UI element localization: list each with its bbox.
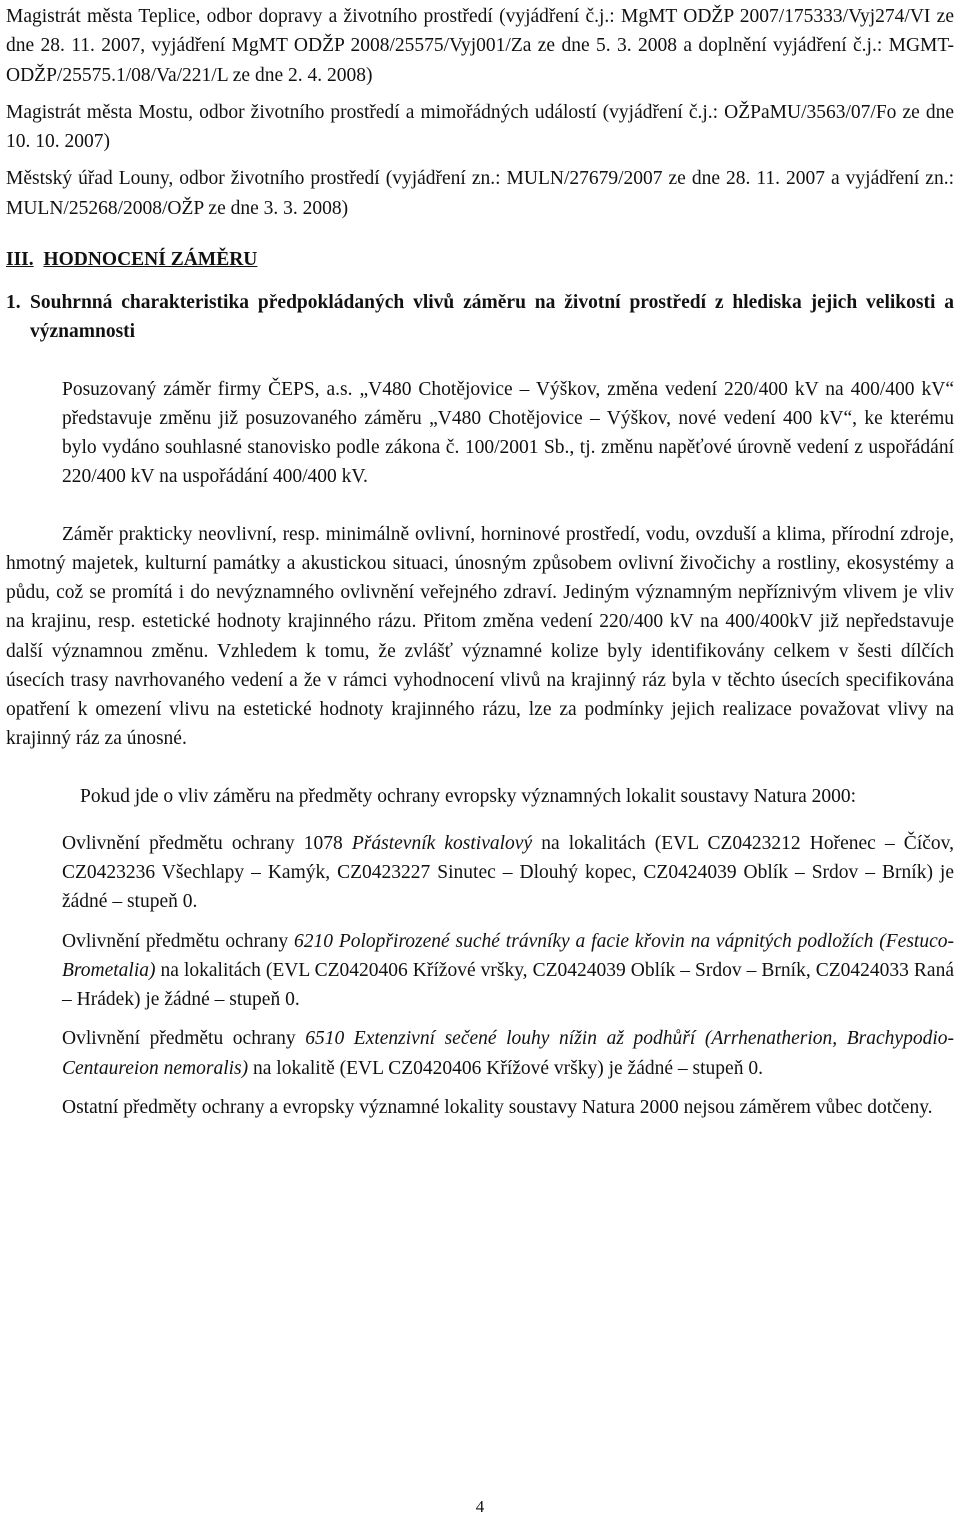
natura-item: Ostatní předměty ochrany a evropsky významné lokality soustavy Natura 2000 nejsou záměrem vůbec dotčeny. — [62, 1096, 933, 1118]
authority-teplice: Magistrát města Teplice, odbor dopravy a životního prostředí (vyjádření č.j.: MgMT ODŽP 2007/175333/Vyj274/VI ze dne 28. 11. 2007, vyjádření MgMT ODŽP 2008/25575/Vyj001/Za ze dne 5. 3. 2008 a doplnění vyjádření č.j.: MGMT-ODŽP/25575.1/08/Va/221/L ze dne 2. 4. 2008) — [6, 6, 954, 86]
subsection-number: 1. — [6, 292, 21, 313]
habitat-name: 6510 Extenzivní sečené louhy nížin až podhůří (Arrhenatherion, Brachypodio-Centaureion nemoralis) — [62, 1028, 954, 1079]
document-page — [6, 0, 954, 1122]
paragraph-natura-intro: Pokud jde o vliv záměru na předměty ochrany evropsky významných lokalit soustavy Natura 2000: — [80, 785, 857, 807]
authorities-list — [6, 0, 954, 223]
authority-louny: Městský úřad Louny, odbor životního prostředí (vyjádření zn.: MULN/27679/2007 ze dne 28. 11. 2007 a vyjádření zn.: MULN/25268/2008/OŽP ze dne 3. 3. 2008) — [6, 168, 954, 219]
page-number: 4 — [475, 1497, 485, 1516]
natura-item: Ovlivnění předmětu ochrany 6510 Extenzivní sečené louhy nížin až podhůří (Arrhenatherion, Brachypodio-Centaureion nemoralis) na lokalitě (EVL CZ0420406 Křížové vršky) je žádné – stupeň 0. — [62, 1028, 954, 1079]
section-title: HODNOCENÍ ZÁMĚRU — [43, 248, 258, 270]
paragraph-impacts: Záměr prakticky neovlivní, resp. minimálně ovlivní, horninové prostředí, vodu, ovzduší a klima, přírodní zdroje, hmotný majetek, kulturní památky a akustickou situaci, únosným způsobem ovlivní živočichy a rostliny, ekosystémy a půdu, což se promítá i do nevýznamného ovlivnění veřejného zdraví. Jediným významným nepříznivým vlivem je vliv na krajinu, resp. estetické hodnoty krajinného rázu. Přitom změna vedení 220/400 kV na 400/400kV již nepředstavuje další významnou změnu. Vzhledem k tomu, že zvlášť významné kolize byly identifikovány celkem v šesti dílčích úsecích trasy navrhovaného vedení a že v rámci vyhodnocení vlivů na krajinný ráz byla v těchto úsecích specifikována opatření k omezení vlivu na estetické hodnoty krajinného rázu, lze za podmínky jejich realizace považovat vlivy na krajinný ráz za únosné. — [6, 523, 954, 750]
natura-list — [6, 829, 954, 1122]
paragraph-project-description: Posuzovaný záměr firmy ČEPS, a.s. „V480 Chotějovice – Výškov, změna vedení 220/400 kV na 400/400 kV“ představuje změnu již posuzovaného záměru „V480 Chotějovice – Výškov, nové vedení 400 kV“, ke kterému bylo vydáno souhlasné stanovisko podle zákona č. 100/2001 Sb., tj. změnu napěťové úrovně vedení z uspořádání 220/400 kV na uspořádání 400/400 kV. — [62, 378, 954, 488]
natura-item: Ovlivnění předmětu ochrany 1078 Přástevník kostivalový na lokalitách (EVL CZ0423212 Hořenec – Číčov, CZ0423236 Všechlapy – Kamýk, CZ0423227 Sinutec – Dlouhý kopec, CZ0424039 Oblík – Srdov – Brník) je žádné – stupeň 0. — [62, 832, 954, 913]
habitat-name: 6210 Polopřirozené suché trávníky a facie křovin na vápnitých podložích (Festuco-Brometalia) — [62, 930, 954, 981]
section-number: III. — [6, 248, 34, 270]
subsection-heading — [6, 288, 954, 347]
section-heading — [6, 245, 954, 274]
natura-item: Ovlivnění předmětu ochrany 6210 Polopřirozené suché trávníky a facie křovin na vápnitých podložích (Festuco-Brometalia) na lokalitách (EVL CZ0420406 Křížové vršky, CZ0424039 Oblík – Srdov – Brník, CZ0424033 Raná – Hrádek) je žádné – stupeň 0. — [62, 930, 954, 1010]
authority-most: Magistrát města Mostu, odbor životního prostředí a mimořádných událostí (vyjádření č.j.: OŽPaMU/3563/07/Fo ze dne 10. 10. 2007) — [6, 101, 954, 152]
species-name: Přástevník kostivalový — [351, 832, 533, 854]
subsection-title: Souhrnná charakteristika předpokládaných vlivů záměru na životní prostředí z hlediska jejich velikosti a významnosti — [30, 292, 954, 343]
